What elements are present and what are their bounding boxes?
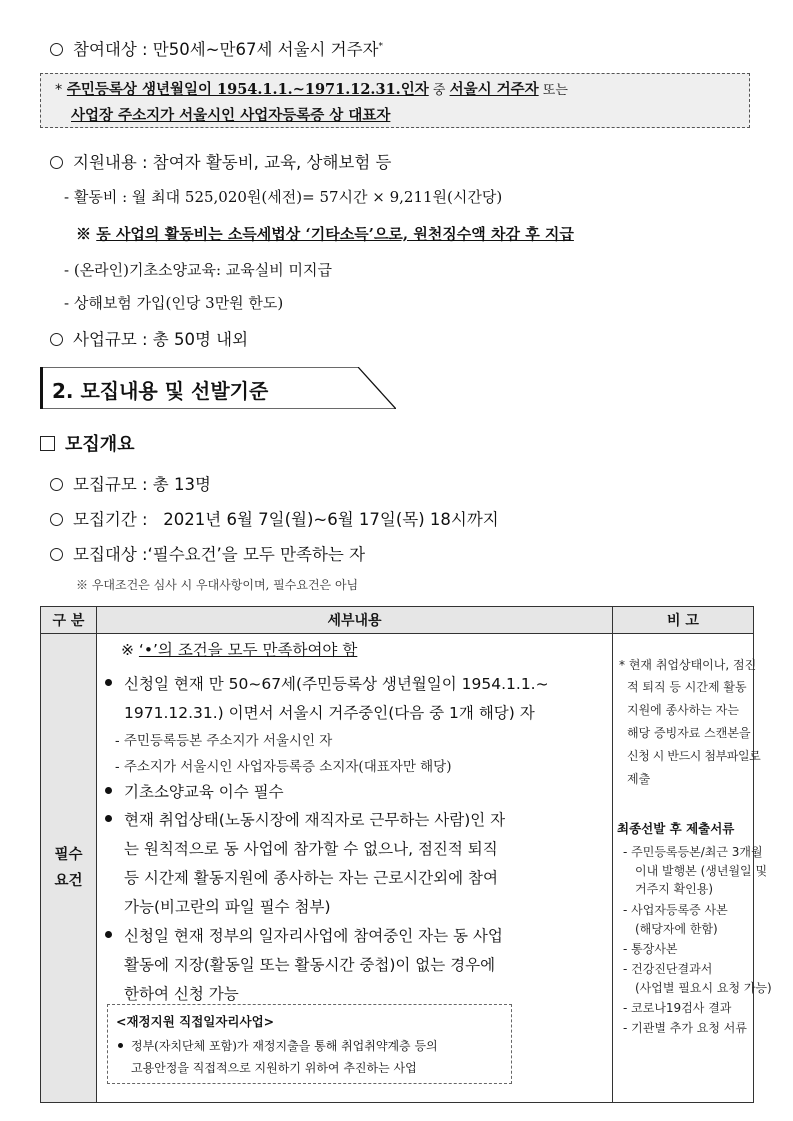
target-note: ※ 우대조건은 심사 시 우대사항이며, 필수요건은 아님 [76,578,359,592]
table-header-row [41,607,754,634]
box-title: <재정지원 직접일자리사업> [116,1014,275,1029]
remark-line: 지원에 종사하는 자는 [627,703,739,717]
doc-item: - 코로나19검사 결과 [623,1001,732,1015]
insurance-line: - 상해보험 가입(인당 3만원 한도) [64,294,284,312]
requirements-table [40,606,772,1103]
doc-item: 이내 발행본 (생년월일 및 [635,864,768,878]
circle-bullet-icon [50,478,63,491]
doc-item: (해당자에 한함) [635,922,718,936]
remark-line: 적 퇴직 등 시간제 활동 [627,680,747,694]
note-line-2: 사업장 주소지가 서울시인 사업자등록증 상 대표자 [71,107,391,124]
table-row [41,634,754,1103]
doc-item: (사업별 필요시 요청 가능) [635,981,772,995]
section-2-title: 2. 모집내용 및 선발기준 [52,379,269,403]
details-cell [97,634,613,1103]
intro-line: ※ ‘•’의 조건을 모두 만족하여야 함 [121,641,358,659]
circle-bullet-icon [50,513,63,526]
box-line-1: 정부(자치단체 포함)가 재정지출을 통해 취업취약계층 등의 [118,1037,438,1054]
remark-line: 신청 시 반드시 첨부파일로 [627,749,761,763]
doc-item: 거주지 확인용) [635,882,714,896]
remark-line: 제출 [627,772,651,786]
header-details: 세부내용 [97,607,613,634]
recruit-size-line: 모집규모 : 총 13명 [50,471,211,495]
doc-item: - 기관별 추가 요청 서류 [623,1021,747,1035]
list-item-cont: 1971.12.31.) 이면서 서울시 거주중인(다음 중 1개 해당) 자 [124,704,535,722]
doc-item: - 통장사본 [623,942,678,956]
list-item-cont: 가능(비고란의 파일 필수 첨부) [124,898,331,916]
header-category: 구 분 [41,607,97,634]
remarks-cell [613,634,772,1103]
overview-heading: 모집개요 [40,430,135,456]
circle-bullet-icon [50,43,63,56]
direct-job-program-box [107,1004,512,1084]
footnote-mark: * [378,41,384,52]
sub-item: - 주소지가 서울시인 사업자등록증 소지자(대표자만 해당) [115,759,452,775]
bullet-icon [105,787,112,794]
section-2-header [40,367,396,409]
scale-line: 사업규모 : 총 50명 내외 [50,326,248,350]
remark-line: * 현재 취업상태이나, 점진 [619,658,757,672]
education-line: - (온라인)기초소양교육: 교육실비 미지급 [64,261,332,279]
list-item-cont: 등 시간제 활동지원에 종사하는 자는 근로시간외에 참여 [124,869,498,887]
list-item-cont: 활동에 지장(활동일 또는 활동시간 중첩)이 없는 경우에 [124,956,496,974]
bullet-icon [118,1043,123,1048]
header-remarks: 비 고 [613,607,754,634]
participants-line: 참여대상 : 만50세~만67세 서울시 거주자* [50,36,383,60]
doc-item: - 건강진단결과서 [623,962,713,976]
list-item: 신청일 현재 만 50~67세(주민등록상 생년월일이 1954.1.1.~ [105,672,549,694]
eligibility-note-box [40,73,750,128]
row-head-required: 필수 요건 [41,634,97,1103]
square-bullet-icon [40,436,55,451]
activity-fee-line: - 활동비 : 월 최대 525,020원(세전)= 57시간 × 9,211원(시간당) [64,188,503,206]
bullet-icon [105,679,112,686]
list-item-cont: 는 원칙적으로 동 사업에 참가할 수 없으나, 점진적 퇴직 [124,840,498,858]
bullet-icon [105,931,112,938]
circle-bullet-icon [50,333,63,346]
doc-item: - 주민등록등본/최근 3개월 [623,845,763,859]
recruit-target-line: 모집대상 :‘필수요건’을 모두 만족하는 자 [50,541,365,565]
list-item: 현재 취업상태(노동시장에 재직자로 근무하는 사람)인 자 [105,808,505,830]
list-item-cont: 한하여 신청 가능 [124,985,239,1003]
note-line-1: * 주민등록상 생년월일이 1954.1.1.~1971.12.31.인자 중 서울시 거주자 또는 [55,81,568,98]
sub-item: - 주민등록등본 주소지가 서울시인 자 [115,733,333,749]
docs-title: 최종선발 후 제출서류 [617,821,735,836]
support-title: 지원내용 : 참여자 활동비, 교육, 상해보험 등 [50,149,391,173]
tax-note-line: ※ 동 사업의 활동비는 소득세법상 ‘기타소득’으로, 원천징수액 차감 후 지급 [76,225,574,243]
remark-line: 해당 증빙자료 스캔본을 [627,726,751,740]
circle-bullet-icon [50,156,63,169]
list-item: 신청일 현재 정부의 일자리사업에 참여중인 자는 동 사업 [105,924,503,946]
circle-bullet-icon [50,548,63,561]
recruit-period-line: 모집기간 : 2021년 6월 7일(월)~6월 17일(목) 18시까지 [50,506,499,530]
doc-item: - 사업자등록증 사본 [623,903,728,917]
list-item: 기초소양교육 이수 필수 [105,780,284,802]
box-line-2: 고용안정을 직접적으로 지원하기 위하여 추진하는 사업 [131,1061,417,1075]
bullet-icon [105,815,112,822]
